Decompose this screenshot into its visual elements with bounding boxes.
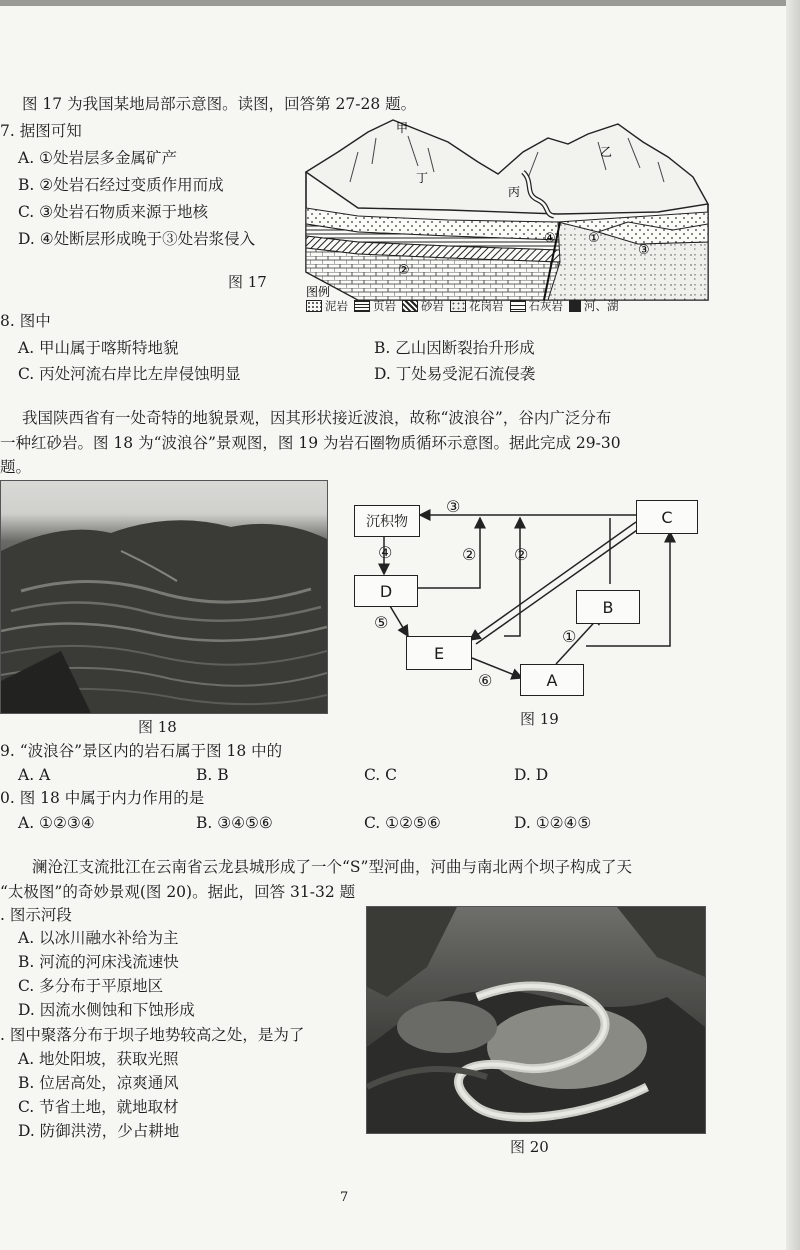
q27-stem: 7. 据图可知 bbox=[0, 122, 82, 140]
figure17-legend bbox=[300, 298, 619, 314]
box-b: B bbox=[576, 590, 640, 624]
label-ding: 丁 bbox=[416, 171, 429, 185]
q31-option-d: D. 因流水侧蚀和下蚀形成 bbox=[18, 1001, 195, 1019]
q29-option-d: D. D bbox=[514, 766, 549, 784]
scan-top-edge bbox=[0, 0, 800, 6]
arrow-label-3: ③ bbox=[446, 497, 461, 516]
arrow-label-6: ⑥ bbox=[478, 671, 493, 690]
arrow-label-4: ④ bbox=[378, 543, 393, 562]
legend-swatch-mudstone bbox=[306, 300, 322, 312]
section3-intro-line1: 澜沧江支流批江在云南省云龙县城形成了一个“S”型河曲，河曲与南北两个坝子构成了天 bbox=[32, 858, 632, 876]
q29-option-a: A. A bbox=[18, 766, 51, 784]
figure19-caption: 图 19 bbox=[520, 710, 559, 728]
section2-intro-line1: 我国陕西省有一处奇特的地貌景观，因其形状接近波浪，故称“波浪谷”，谷内广泛分布 bbox=[22, 409, 612, 427]
q28-option-d: D. 丁处易受泥石流侵袭 bbox=[374, 365, 536, 383]
q30-option-a: A. ①②③④ bbox=[18, 814, 95, 832]
q32-option-c: C. 节省土地，就地取材 bbox=[18, 1098, 179, 1116]
label-n3: ③ bbox=[638, 243, 650, 258]
legend-swatch-river bbox=[569, 300, 581, 312]
section3-intro-line2: “太极图”的奇妙景观(图 20)。据此，回答 31-32 题 bbox=[0, 883, 356, 901]
q32-option-d: D. 防御洪涝，少占耕地 bbox=[18, 1122, 180, 1140]
legend-limestone: 石灰岩 bbox=[528, 299, 563, 313]
arrow-label-2a: ② bbox=[462, 545, 477, 564]
box-sediment: 沉积物 bbox=[354, 505, 420, 537]
label-n2: ② bbox=[398, 263, 410, 278]
q32-option-a: A. 地处阳坡，获取光照 bbox=[18, 1050, 179, 1068]
legend-swatch-shale bbox=[354, 300, 370, 312]
q28-option-b: B. 乙山因断裂抬升形成 bbox=[374, 339, 535, 357]
q31-option-b: B. 河流的河床浅流速快 bbox=[18, 953, 179, 971]
q31-stem: . 图示河段 bbox=[0, 906, 72, 924]
section2-intro-line2: 一种红砂岩。图 18 为“波浪谷”景观图，图 19 为岩石圈物质循环示意图。据此完成 29-30 bbox=[0, 434, 621, 452]
box-e: E bbox=[406, 636, 472, 670]
q29-stem: 9. “波浪谷”景区内的岩石属于图 18 中的 bbox=[0, 742, 283, 760]
arrow-label-5: ⑤ bbox=[374, 613, 389, 632]
label-bing: 丙 bbox=[508, 185, 521, 199]
label-n4: ④ bbox=[544, 231, 556, 246]
legend-mudstone: 泥岩 bbox=[325, 299, 348, 313]
legend-title: 图例 bbox=[306, 285, 331, 299]
legend-swatch-sandstone bbox=[402, 300, 418, 312]
label-n1: ① bbox=[588, 231, 600, 246]
box-a: A bbox=[520, 664, 584, 696]
section2-intro-line3: 题。 bbox=[0, 458, 32, 476]
arrow-label-2b: ② bbox=[514, 545, 529, 564]
q30-option-c: C. ①②⑤⑥ bbox=[364, 814, 441, 832]
q28-stem: 8. 图中 bbox=[0, 312, 51, 330]
box-c: C bbox=[636, 500, 698, 534]
section1-intro: 图 17 为我国某地局部示意图。读图，回答第 27-28 题。 bbox=[22, 95, 417, 113]
legend-sandstone: 砂岩 bbox=[421, 299, 444, 313]
legend-river: 河、湖 bbox=[584, 299, 619, 313]
figure18-caption: 图 18 bbox=[138, 718, 177, 736]
scan-right-edge bbox=[786, 0, 800, 1250]
box-d: D bbox=[354, 575, 418, 607]
q32-stem: . 图中聚落分布于坝子地势较高之处，是为了 bbox=[0, 1026, 305, 1044]
q28-option-c: C. 丙处河流右岸比左岸侵蚀明显 bbox=[18, 365, 241, 383]
q27-option-c: C. ③处岩石物质来源于地核 bbox=[18, 203, 209, 221]
q30-option-b: B. ③④⑤⑥ bbox=[196, 814, 273, 832]
q29-option-c: C. C bbox=[364, 766, 398, 784]
q31-option-c: C. 多分布于平原地区 bbox=[18, 977, 164, 995]
figure17-diagram bbox=[298, 112, 716, 310]
q27-option-d: D. ④处断层形成晚于③处岩浆侵入 bbox=[18, 230, 256, 248]
label-yi: 乙 bbox=[600, 145, 613, 159]
q28-option-a: A. 甲山属于喀斯特地貌 bbox=[18, 339, 179, 357]
label-jia: 甲 bbox=[396, 121, 409, 135]
page-number: 7 bbox=[340, 1190, 349, 1205]
figure20-caption: 图 20 bbox=[510, 1138, 549, 1156]
figure20-photo bbox=[366, 906, 706, 1134]
q32-option-b: B. 位居高处，凉爽通风 bbox=[18, 1074, 179, 1092]
figure18-photo bbox=[0, 480, 328, 714]
q31-option-a: A. 以冰川融水补给为主 bbox=[18, 929, 179, 947]
legend-shale: 页岩 bbox=[373, 299, 396, 313]
legend-swatch-limestone bbox=[510, 300, 526, 312]
q27-option-b: B. ②处岩石经过变质作用而成 bbox=[18, 176, 224, 194]
arrow-label-1: ① bbox=[562, 627, 577, 646]
q30-option-d: D. ①②④⑤ bbox=[514, 814, 592, 832]
q27-option-a: A. ①处岩层多金属矿产 bbox=[18, 149, 177, 167]
figure17-caption: 图 17 bbox=[228, 273, 267, 291]
q29-option-b: B. B bbox=[196, 766, 229, 784]
legend-swatch-granite bbox=[450, 300, 466, 312]
legend-granite: 花岗岩 bbox=[469, 299, 504, 313]
q30-stem: 0. 图 18 中属于内力作用的是 bbox=[0, 789, 205, 807]
